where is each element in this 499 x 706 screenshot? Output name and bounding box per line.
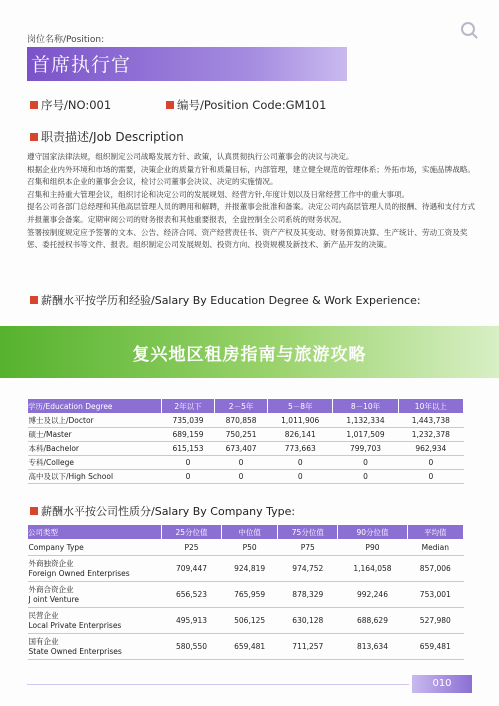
table-header-cell: 平均值 — [407, 525, 463, 540]
table-cell: 本科/Bachelor — [28, 442, 162, 456]
page-title: 首席执行官 — [31, 54, 132, 76]
table-cell: 1,232,378 — [398, 428, 463, 442]
table-header-cell: 75分位值 — [278, 525, 338, 540]
table-cell: 1,443,738 — [398, 414, 463, 428]
table-cell: 735,039 — [162, 414, 215, 428]
square-bullet-icon — [30, 101, 38, 109]
square-bullet-icon — [30, 296, 38, 304]
education-salary-table — [27, 398, 464, 484]
table-cell: 962,934 — [398, 442, 463, 456]
title-bar — [27, 47, 347, 81]
education-salary-heading: 薪酬水平按学历和经验/Salary By Education Degree & Work Experience: — [30, 292, 421, 308]
company-type-cell: 外商独资企业 Foreign Owned Enterprises — [28, 556, 162, 582]
table-cell: 656,523 — [162, 582, 222, 608]
table-header-cell: 90分位值 — [338, 525, 407, 540]
table-cell: 0 — [333, 470, 398, 484]
table-cell: 高中及以下/High School — [28, 470, 162, 484]
table-cell: Median — [407, 540, 463, 556]
table-cell: 689,159 — [162, 428, 215, 442]
table-cell: 0 — [333, 456, 398, 470]
description-line: 根据企业内外环境和市场的需要，决策企业的质量方针和质量目标，内部管理，建立健全规范的管理体系；外拓市场，实施品牌战略。 — [27, 164, 476, 174]
table-cell: 专科/College — [28, 456, 162, 470]
position-label: 岗位名称/Position: — [27, 35, 105, 45]
search-icon[interactable] — [461, 22, 475, 36]
table-cell: P75 — [278, 540, 338, 556]
description-line: 召集和组织本企业的董事会会议，检讨公司董事会决议、决定的实施情况。 — [27, 177, 278, 187]
table-cell: 0 — [268, 456, 333, 470]
table-cell: 0 — [162, 470, 215, 484]
table-row — [28, 414, 464, 428]
square-bullet-icon — [30, 133, 38, 141]
table-cell: 750,251 — [215, 428, 268, 442]
company-salary-table — [27, 524, 464, 660]
job-description-heading: 职责描述/Job Description — [30, 128, 184, 145]
description-line: 签署按制度规定应予签署的文本、公告、经济合同、资产经营责任书、资产产权及其变动、财务预算决算、生产统计、劳动工资及奖惩、委托授权书等文件、报表。组织制定公司发展规划、投资方向、投资规模及新技术、新产品开发的决策。 — [27, 227, 468, 250]
table-cell: 924,819 — [222, 556, 278, 582]
table-cell: 992,246 — [338, 582, 407, 608]
table-cell: 673,407 — [215, 442, 268, 456]
table-cell: 659,481 — [407, 634, 463, 660]
table-header-cell: 2年以下 — [162, 399, 215, 414]
table-header-cell: 中位值 — [222, 525, 278, 540]
table-cell: 813,634 — [338, 634, 407, 660]
table-cell: 1,132,334 — [333, 414, 398, 428]
table-row — [28, 428, 464, 442]
description-line: 召集和主持重大管理会议，组织讨论和决定公司的发展规划、经营方针,年度计划以及日常经营工作中的重大事项。 — [27, 189, 410, 199]
table-cell: 1,164,058 — [338, 556, 407, 582]
square-bullet-icon — [166, 101, 174, 109]
position-number: 序号/NO:001 — [30, 97, 111, 113]
company-type-cell: 国有企业 State Owned Enterprises — [28, 634, 162, 660]
table-row — [28, 608, 464, 634]
table-row — [28, 456, 464, 470]
table-cell: 博士及以上/Doctor — [28, 414, 162, 428]
table-cell: 688,629 — [338, 608, 407, 634]
table-cell: P25 — [162, 540, 222, 556]
overlay-banner[interactable] — [0, 326, 499, 378]
table-cell: 709,447 — [162, 556, 222, 582]
page-number-badge — [412, 675, 472, 693]
table-row — [28, 540, 464, 556]
table-cell: 580,550 — [162, 634, 222, 660]
table-header-cell: 25分位值 — [162, 525, 222, 540]
table-cell: 0 — [268, 470, 333, 484]
table-header-cell: 2－5年 — [215, 399, 268, 414]
table-cell: 0 — [398, 470, 463, 484]
banner-title[interactable]: 复兴地区租房指南与旅游攻略 — [132, 345, 367, 365]
table-row — [28, 582, 464, 608]
table-cell: 857,006 — [407, 556, 463, 582]
table-cell: 799,703 — [333, 442, 398, 456]
table-cell: 506,125 — [222, 608, 278, 634]
description-line: 遵守国家法律法规，组织制定公司战略发展方针、政策，认真贯彻执行公司董事会的决议与决定。 — [27, 152, 354, 161]
table-cell: 773,663 — [268, 442, 333, 456]
company-type-cell: 民营企业 Local Private Enterprises — [28, 608, 162, 634]
table-row — [28, 470, 464, 484]
table-cell: 硕士/Master — [28, 428, 162, 442]
table-cell: P90 — [338, 540, 407, 556]
table-header-cell: 10年以上 — [398, 399, 463, 414]
table-cell: 659,481 — [222, 634, 278, 660]
table-cell: 870,858 — [215, 414, 268, 428]
table-cell: P50 — [222, 540, 278, 556]
position-code: 编号/Position Code:GM101 — [166, 97, 326, 113]
table-row — [28, 634, 464, 660]
table-cell: 711,257 — [278, 634, 338, 660]
table-cell: 0 — [215, 456, 268, 470]
table-cell: 527,980 — [407, 608, 463, 634]
table-cell: 630,128 — [278, 608, 338, 634]
table-cell: 495,913 — [162, 608, 222, 634]
page-number: 010 — [432, 678, 452, 689]
description-line: 提名公司各部门总经理和其他高层管理人员的聘用和解聘，并报董事会批准和备案。决定公司内高层管理人员的报酬、待遇和支付方式并报董事会备案。定期审阅公司的财务报表和其他重要报表，全盘控制全公司系统的财务状况。 — [27, 202, 476, 224]
company-salary-heading: 薪酬水平按公司性质分/Salary By Company Type: — [30, 503, 295, 519]
table-cell: 753,001 — [407, 582, 463, 608]
table-cell: 615,153 — [162, 442, 215, 456]
table-cell: 0 — [215, 470, 268, 484]
square-bullet-icon — [30, 507, 38, 515]
table-header-cell: 8－10年 — [333, 399, 398, 414]
table-cell: 0 — [162, 456, 215, 470]
table-cell: 765,959 — [222, 582, 278, 608]
company-type-cell: 外商合资企业 J oint Venture — [28, 582, 162, 608]
table-cell: 0 — [398, 456, 463, 470]
table-cell: 826,141 — [268, 428, 333, 442]
footer-divider — [27, 684, 409, 685]
job-description-body — [27, 151, 477, 252]
table-header-cell: 学历/Education Degree — [28, 399, 162, 414]
table-cell: 878,329 — [278, 582, 338, 608]
table-cell: 974,752 — [278, 556, 338, 582]
company-type-cell: Company Type — [28, 540, 162, 556]
table-header-cell: 5－8年 — [268, 399, 333, 414]
table-cell: 1,017,509 — [333, 428, 398, 442]
table-header-cell: 公司类型 — [28, 525, 162, 540]
table-cell: 1,011,906 — [268, 414, 333, 428]
table-row — [28, 442, 464, 456]
table-row — [28, 556, 464, 582]
